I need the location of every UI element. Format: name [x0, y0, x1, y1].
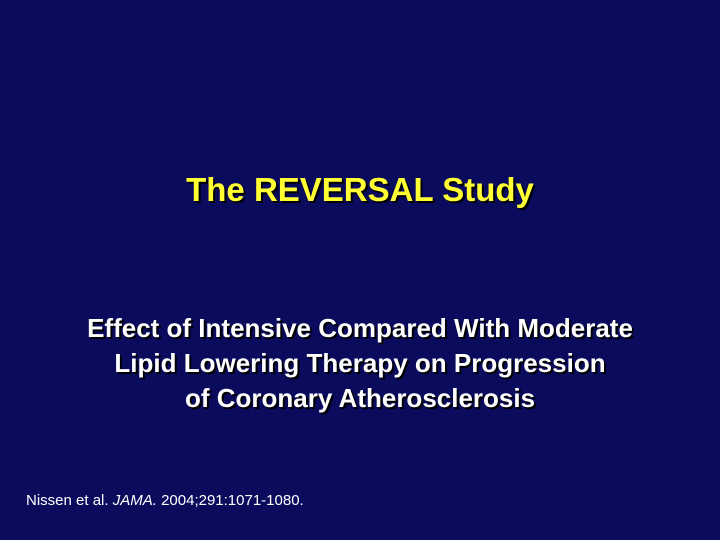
subtitle-line-1: Effect of Intensive Compared With Moderate [87, 313, 633, 343]
citation-details: 2004;291:1071-1080. [156, 492, 304, 509]
slide-subtitle [0, 311, 720, 416]
citation-authors: Nissen et al. [26, 492, 113, 509]
citation-journal: JAMA. [112, 492, 157, 509]
citation [26, 491, 304, 511]
subtitle-line-3: of Coronary Atherosclerosis [184, 383, 536, 413]
slide-title: The REVERSAL Study [186, 171, 534, 208]
subtitle-line-2: Lipid Lowering Therapy on Progression [114, 348, 606, 378]
